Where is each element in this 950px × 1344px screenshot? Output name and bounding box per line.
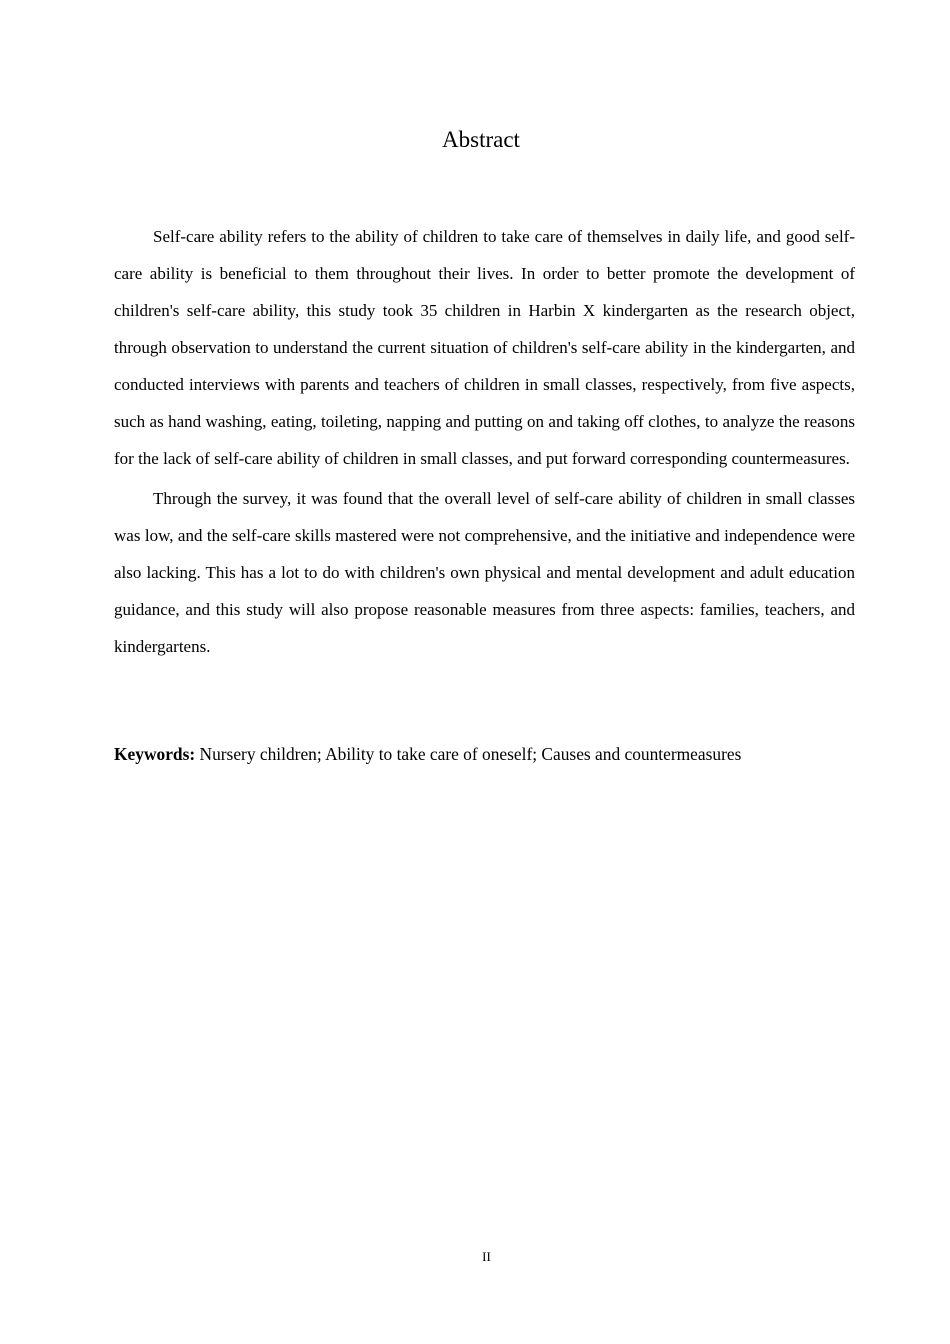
abstract-title: Abstract [442, 127, 520, 152]
page-number: II [482, 1249, 491, 1264]
keywords-label: Keywords: [114, 744, 196, 764]
keywords-line [114, 740, 855, 768]
abstract-body [114, 218, 855, 665]
keywords-text: Nursery children; Ability to take care of oneself; Causes and countermeasures [199, 744, 742, 764]
abstract-paragraph-1: Self-care ability refers to the ability of children to take care of themselves in daily life, and good self-care ability is beneficial to them throughout their lives. In order to better promote the development of children's self-care ability, this study took 35 children in Harbin X kindergarten as the research object, through observation to understand the current situation of children's self-care ability in the kindergarten, and conducted interviews with parents and teachers of children in small classes, respectively, from five aspects, such as hand washing, eating, toileting, napping and putting on and taking off clothes, to analyze the reasons for the lack of self-care ability of children in small classes, and put forward corresponding countermeasures. [114, 227, 855, 468]
abstract-paragraph-2: Through the survey, it was found that the overall level of self-care ability of children in small classes was low, and the self-care skills mastered were not comprehensive, and the initiative and independence were also lacking. This has a lot to do with children's own physical and mental development and adult education guidance, and this study will also propose reasonable measures from three aspects: families, teachers, and kindergartens. [114, 489, 855, 656]
